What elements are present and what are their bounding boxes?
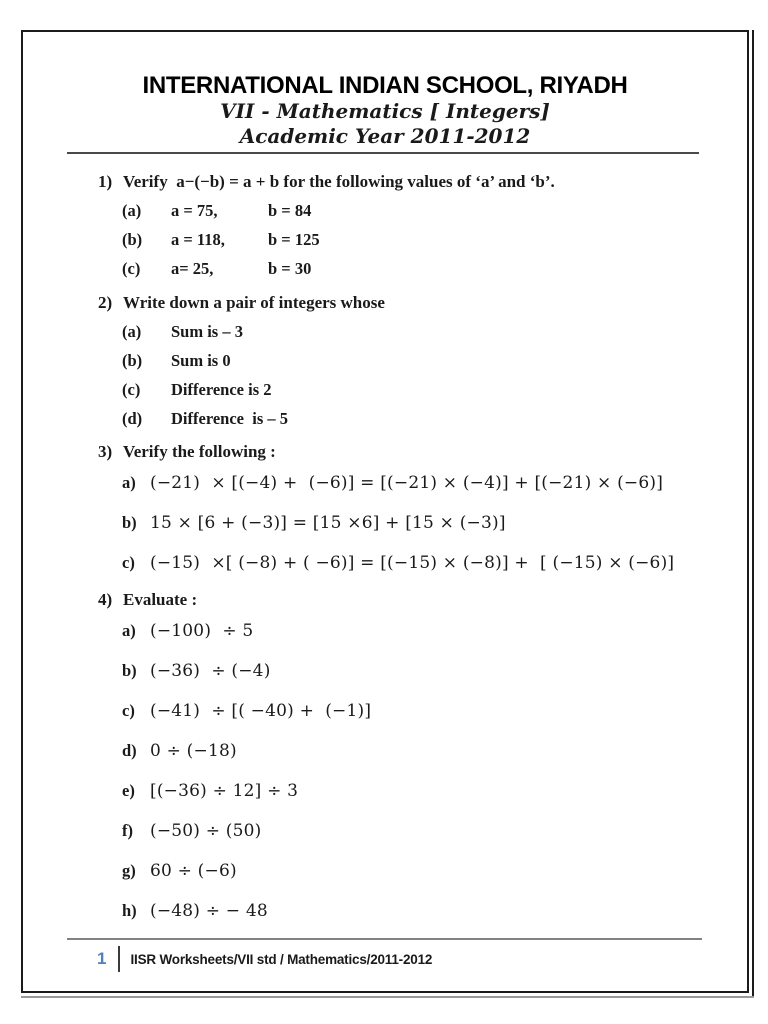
item-label: (c) [122, 259, 141, 278]
item-value-b: b = 84 [268, 201, 312, 220]
item-label: g) [122, 861, 136, 880]
question-4-item-g [23, 860, 747, 882]
item-value-a: a = 118, [171, 230, 225, 249]
item-value-a: a= 25, [171, 259, 214, 278]
item-label: c) [122, 553, 135, 572]
question-4-item-a [23, 620, 747, 642]
question-3-heading [23, 442, 747, 462]
question-2-item-a [23, 322, 747, 342]
footer-separator-bar [118, 946, 120, 972]
equation: [(−36) ÷ 12] ÷ 3 [150, 781, 299, 801]
item-value-a: a = 75, [171, 201, 218, 220]
question-4-item-e [23, 780, 747, 802]
equation: (−50) ÷ (50) [150, 821, 262, 841]
question-2-heading [23, 293, 747, 313]
question-number: 3) [98, 442, 113, 461]
equation: (−36) ÷ (−4) [150, 661, 271, 681]
question-2-item-d [23, 409, 747, 429]
question-3-item-c [23, 552, 747, 574]
question-4-item-f [23, 820, 747, 842]
question-text: Verify the following : [123, 442, 276, 461]
course-subtitle: VII - Mathematics [ Integers] [220, 99, 550, 123]
item-label: (c) [122, 380, 141, 399]
equation: (−100) ÷ 5 [150, 621, 254, 641]
question-4-heading [23, 590, 747, 610]
question-text: Evaluate : [123, 590, 198, 609]
equation: (−21) × [(−4) + (−6)] = [(−21) × (−4)] + [(−21) × (−6)] [150, 473, 664, 493]
question-number: 4) [98, 590, 113, 609]
item-label: a) [122, 473, 136, 492]
footer-divider [67, 938, 702, 940]
school-title: INTERNATIONAL INDIAN SCHOOL, RIYADH [142, 72, 628, 99]
question-3-item-a [23, 472, 747, 494]
footer-text: IISR Worksheets/VII std / Mathematics/2011-2012 [130, 951, 433, 967]
item-label: c) [122, 701, 135, 720]
header-divider [67, 152, 699, 154]
question-number: 2) [98, 293, 113, 312]
question-1-item-c [23, 259, 747, 279]
item-label: (a) [122, 201, 142, 220]
question-1-item-b [23, 230, 747, 250]
item-label: e) [122, 781, 135, 800]
page-footer [23, 944, 747, 974]
question-4-item-d [23, 740, 747, 762]
item-text: Difference is – 5 [171, 409, 288, 428]
question-2-item-b [23, 351, 747, 371]
year-subtitle: Academic Year 2011-2012 [239, 124, 531, 148]
item-text: Difference is 2 [171, 380, 272, 399]
item-label: h) [122, 901, 137, 920]
question-2-item-c [23, 380, 747, 400]
question-text: Write down a pair of integers whose [123, 293, 385, 312]
question-1-item-a [23, 201, 747, 221]
item-label: b) [122, 661, 137, 680]
question-number: 1) [98, 172, 113, 191]
equation: 60 ÷ (−6) [150, 861, 237, 881]
equation: 15 × [6 + (−3)] = [15 ×6] + [15 × (−3)] [150, 513, 506, 533]
item-value-b: b = 125 [268, 230, 320, 249]
page-border-frame [21, 30, 749, 993]
question-3-item-b [23, 512, 747, 534]
item-label: (a) [122, 322, 142, 341]
item-label: d) [122, 741, 137, 760]
question-4-item-b [23, 660, 747, 682]
worksheet-content [23, 32, 747, 974]
equation: 0 ÷ (−18) [150, 741, 237, 761]
item-label: f) [122, 821, 133, 840]
question-4-item-h [23, 900, 747, 922]
item-label: (b) [122, 230, 143, 249]
question-4-item-c [23, 700, 747, 722]
item-label: (d) [122, 409, 143, 428]
item-label: (b) [122, 351, 143, 370]
item-text: Sum is – 3 [171, 322, 243, 341]
item-label: b) [122, 513, 137, 532]
equation: (−41) ÷ [( −40) + (−1)] [150, 701, 372, 721]
item-value-b: b = 30 [268, 259, 312, 278]
equation: (−48) ÷ − 48 [150, 901, 268, 921]
item-label: a) [122, 621, 136, 640]
item-text: Sum is 0 [171, 351, 231, 370]
page-number: 1 [97, 949, 107, 968]
question-text: Verify a−(−b) = a + b for the following values of ‘a’ and ‘b’. [123, 172, 555, 191]
equation: (−15) ×[ (−8) + ( −6)] = [(−15) × (−8)] + [ (−15) × (−6)] [150, 553, 675, 573]
question-1-heading [23, 172, 747, 192]
